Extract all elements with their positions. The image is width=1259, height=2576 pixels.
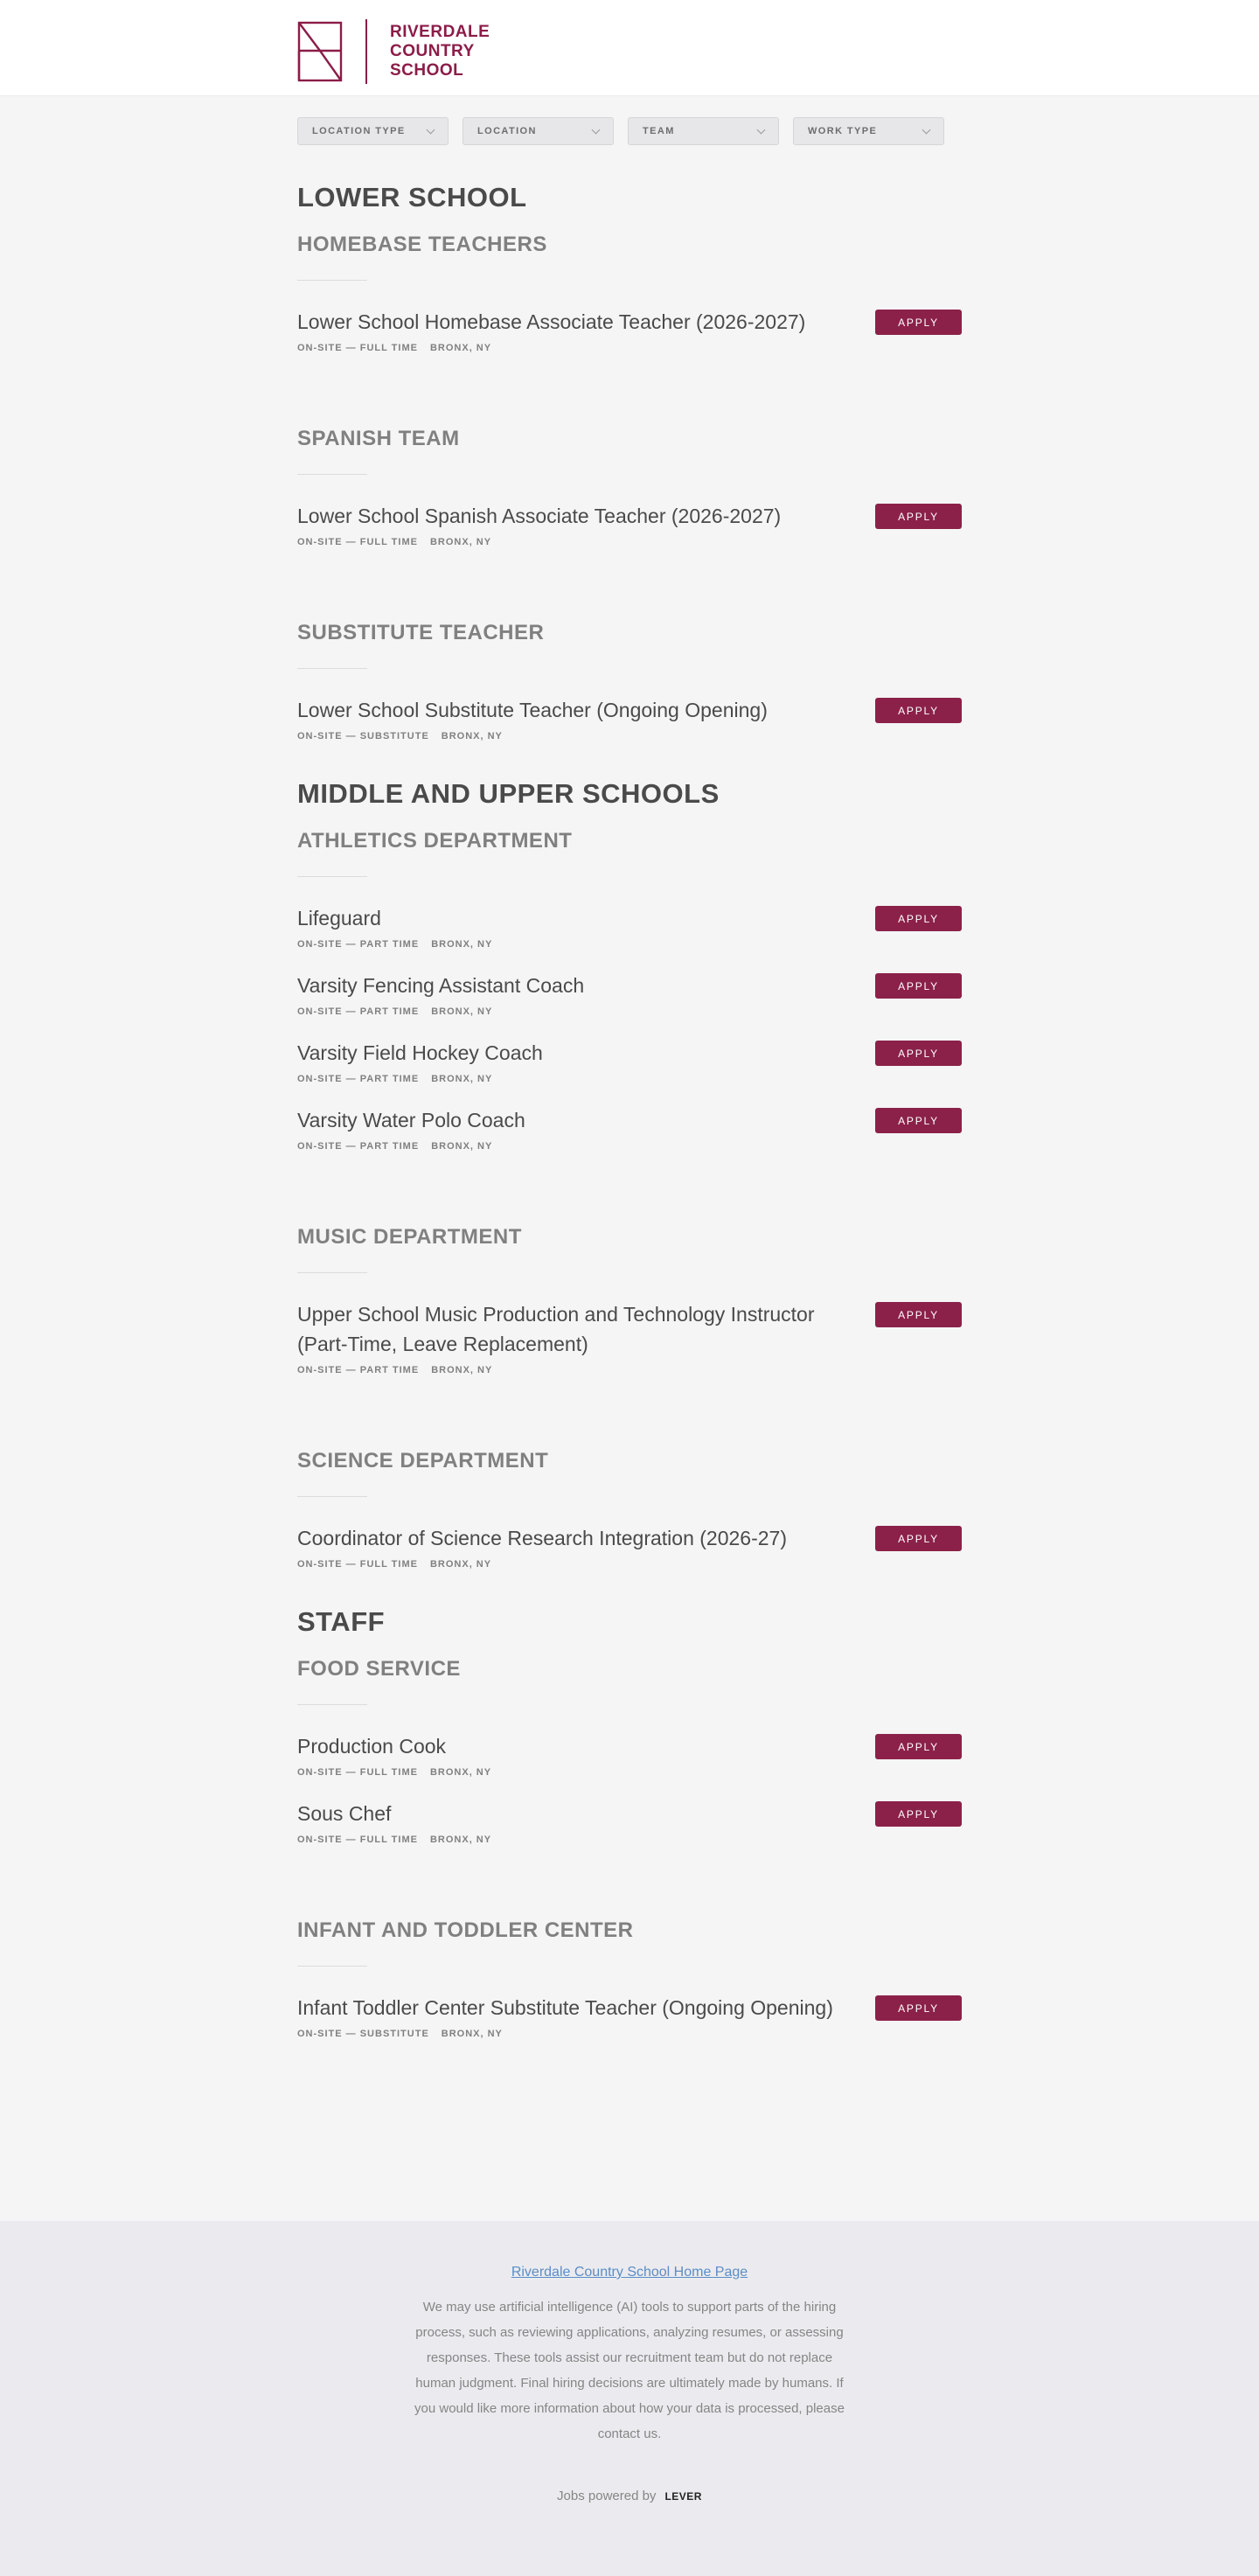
section-divider — [297, 668, 367, 669]
posting-title[interactable]: Lower School Spanish Associate Teacher (2026-2027) — [297, 505, 782, 527]
posting-meta — [297, 343, 857, 353]
posting-info — [297, 1038, 857, 1084]
section-title: SUBSTITUTE TEACHER — [297, 621, 545, 644]
posting — [297, 307, 962, 353]
posting-meta — [297, 1835, 857, 1845]
posting-info — [297, 903, 857, 950]
school-logo-text[interactable] — [390, 23, 490, 80]
posting — [297, 1731, 962, 1778]
posting-location: BRONX, NY — [431, 1365, 493, 1375]
section-title: SPANISH TEAM — [297, 427, 460, 450]
posting — [297, 1105, 962, 1152]
apply-button[interactable]: APPLY — [875, 1302, 962, 1327]
section-spacer — [297, 1866, 962, 1892]
apply-button[interactable]: APPLY — [875, 698, 962, 723]
apply-button[interactable]: APPLY — [875, 1995, 962, 2021]
filter-label: LOCATION TYPE — [312, 126, 406, 136]
posting-title[interactable]: Varsity Fencing Assistant Coach — [297, 974, 585, 997]
posting-commitment: ON-SITE — FULL TIME — [297, 1835, 418, 1845]
section-divider — [297, 474, 367, 475]
ai-notice: We may use artificial intelligence (AI) tools to support parts of the hiring process, such as reviewing applications, analyzing resumes, or assessing responses. These tools assist our recruitment team but do not replace human judgment. Final hiring decisions are ultimately made by humans. If you would like more information about how your data is processed, please contact us. — [414, 2300, 845, 2441]
filter-work-type[interactable] — [793, 117, 944, 145]
posting — [297, 971, 962, 1017]
apply-button[interactable]: APPLY — [875, 1526, 962, 1551]
posting-info — [297, 1299, 857, 1375]
posting-location: BRONX, NY — [429, 1835, 492, 1845]
filter-location-type[interactable] — [297, 117, 449, 145]
posting-meta — [297, 1767, 857, 1778]
posting-info — [297, 1799, 857, 1845]
posting-title[interactable]: Production Cook — [297, 1735, 447, 1758]
posting — [297, 501, 962, 547]
posting-commitment: ON-SITE — FULL TIME — [297, 1767, 418, 1778]
apply-button[interactable]: APPLY — [875, 310, 962, 335]
logo-line: RIVERDALE — [390, 23, 490, 41]
filter-team[interactable] — [628, 117, 779, 145]
site-footer — [0, 2221, 1259, 2576]
section-divider — [297, 876, 367, 877]
apply-button[interactable]: APPLY — [875, 1801, 962, 1827]
posting-info — [297, 501, 857, 547]
posting-info — [297, 1105, 857, 1152]
section-spacer — [297, 1173, 962, 1199]
posting-location: BRONX, NY — [441, 2029, 503, 2039]
chevron-down-icon — [922, 125, 931, 134]
section-divider — [297, 1496, 367, 1497]
posting-title[interactable]: Infant Toddler Center Substitute Teacher (Ongoing Opening) — [297, 1996, 833, 2019]
posting-commitment: ON-SITE — FULL TIME — [297, 343, 418, 353]
group-title: LOWER SCHOOL — [297, 182, 527, 212]
posting-info — [297, 307, 857, 353]
group-title: STAFF — [297, 1606, 386, 1637]
section-divider — [297, 1272, 367, 1273]
posting-location: BRONX, NY — [429, 537, 492, 547]
section-title: INFANT AND TODDLER CENTER — [297, 1918, 634, 1942]
posting-commitment: ON-SITE — FULL TIME — [297, 1559, 418, 1570]
posting-meta — [297, 1365, 857, 1375]
filter-label: TEAM — [643, 126, 675, 136]
posting-info — [297, 695, 857, 741]
posting-title[interactable]: Varsity Water Polo Coach — [297, 1109, 525, 1131]
logo-line: SCHOOL — [390, 61, 464, 80]
postings-main — [297, 96, 962, 2221]
posting-commitment: ON-SITE — PART TIME — [297, 1074, 420, 1084]
filter-location[interactable] — [463, 117, 614, 145]
posting-title[interactable]: Lifeguard — [297, 907, 381, 929]
apply-button[interactable]: APPLY — [875, 906, 962, 931]
posting-meta — [297, 1141, 857, 1152]
posting-location: BRONX, NY — [429, 343, 492, 353]
posting-commitment: ON-SITE — SUBSTITUTE — [297, 2029, 429, 2039]
posting-commitment: ON-SITE — FULL TIME — [297, 537, 418, 547]
posting — [297, 695, 962, 741]
posting-location: BRONX, NY — [429, 1559, 492, 1570]
posting-commitment: ON-SITE — PART TIME — [297, 939, 420, 950]
apply-button[interactable]: APPLY — [875, 504, 962, 529]
posting-info — [297, 1731, 857, 1778]
posting-location: BRONX, NY — [431, 1141, 493, 1152]
chevron-down-icon — [757, 125, 766, 134]
posting-location: BRONX, NY — [429, 1767, 492, 1778]
chevron-down-icon — [592, 125, 601, 134]
filter-label: WORK TYPE — [808, 126, 878, 136]
posting — [297, 1038, 962, 1084]
posting-commitment: ON-SITE — SUBSTITUTE — [297, 731, 429, 741]
group-title: MIDDLE AND UPPER SCHOOLS — [297, 778, 720, 809]
posting-title[interactable]: Coordinator of Science Research Integration (2026-27) — [297, 1527, 787, 1549]
posting-commitment: ON-SITE — PART TIME — [297, 1006, 420, 1017]
posting-commitment: ON-SITE — PART TIME — [297, 1141, 420, 1152]
apply-button[interactable]: APPLY — [875, 1108, 962, 1133]
posting — [297, 903, 962, 950]
posting-meta — [297, 731, 857, 741]
section-title: FOOD SERVICE — [297, 1657, 461, 1681]
posting-location: BRONX, NY — [441, 731, 503, 741]
lever-logo[interactable]: LEVER — [664, 2489, 702, 2503]
posting-meta — [297, 537, 857, 547]
section-title: ATHLETICS DEPARTMENT — [297, 829, 573, 853]
section-divider — [297, 1966, 367, 1967]
filter-label: LOCATION — [477, 126, 537, 136]
section-spacer — [297, 568, 962, 595]
posting-meta — [297, 1559, 857, 1570]
posting-title[interactable]: Lower School Substitute Teacher (Ongoing Opening) — [297, 699, 768, 721]
section-title: MUSIC DEPARTMENT — [297, 1225, 522, 1249]
posting-meta — [297, 2029, 857, 2039]
posting-location: BRONX, NY — [431, 1006, 493, 1017]
powered-by — [0, 2489, 1259, 2503]
posting-meta — [297, 939, 857, 950]
section-divider — [297, 280, 367, 281]
site-header — [0, 0, 1259, 96]
posting-title[interactable]: Lower School Homebase Associate Teacher (2026-2027) — [297, 310, 806, 333]
posting-location: BRONX, NY — [431, 939, 493, 950]
filter-bar — [297, 117, 962, 145]
powered-by-text: Jobs powered by — [557, 2489, 657, 2503]
posting-info — [297, 1523, 857, 1570]
posting-commitment: ON-SITE — PART TIME — [297, 1365, 420, 1375]
posting-title[interactable]: Upper School Music Production and Technology Instructor (Part-Time, Leave Replacement) — [297, 1303, 815, 1355]
posting-title[interactable]: Sous Chef — [297, 1802, 392, 1825]
chevron-down-icon — [427, 125, 435, 134]
logo-divider — [365, 19, 367, 84]
posting — [297, 1523, 962, 1570]
posting-title[interactable]: Varsity Field Hockey Coach — [297, 1041, 543, 1064]
school-home-link[interactable]: Riverdale Country School Home Page — [511, 2265, 748, 2280]
section-spacer — [297, 374, 962, 400]
posting-info — [297, 1993, 857, 2039]
posting-meta — [297, 1006, 857, 1017]
posting-meta — [297, 1074, 857, 1084]
logo-line: COUNTRY — [390, 42, 475, 60]
posting — [297, 1799, 962, 1845]
apply-button[interactable]: APPLY — [875, 973, 962, 999]
rcs-monogram-icon[interactable] — [297, 21, 343, 82]
posting-info — [297, 971, 857, 1017]
header-inner — [297, 0, 962, 84]
apply-button[interactable]: APPLY — [875, 1734, 962, 1759]
section-spacer — [297, 1396, 962, 1423]
posting — [297, 1299, 962, 1375]
section-title: SCIENCE DEPARTMENT — [297, 1449, 549, 1472]
section-title: HOMEBASE TEACHERS — [297, 233, 547, 256]
posting — [297, 1993, 962, 2039]
posting-location: BRONX, NY — [431, 1074, 493, 1084]
apply-button[interactable]: APPLY — [875, 1041, 962, 1066]
section-divider — [297, 1704, 367, 1705]
